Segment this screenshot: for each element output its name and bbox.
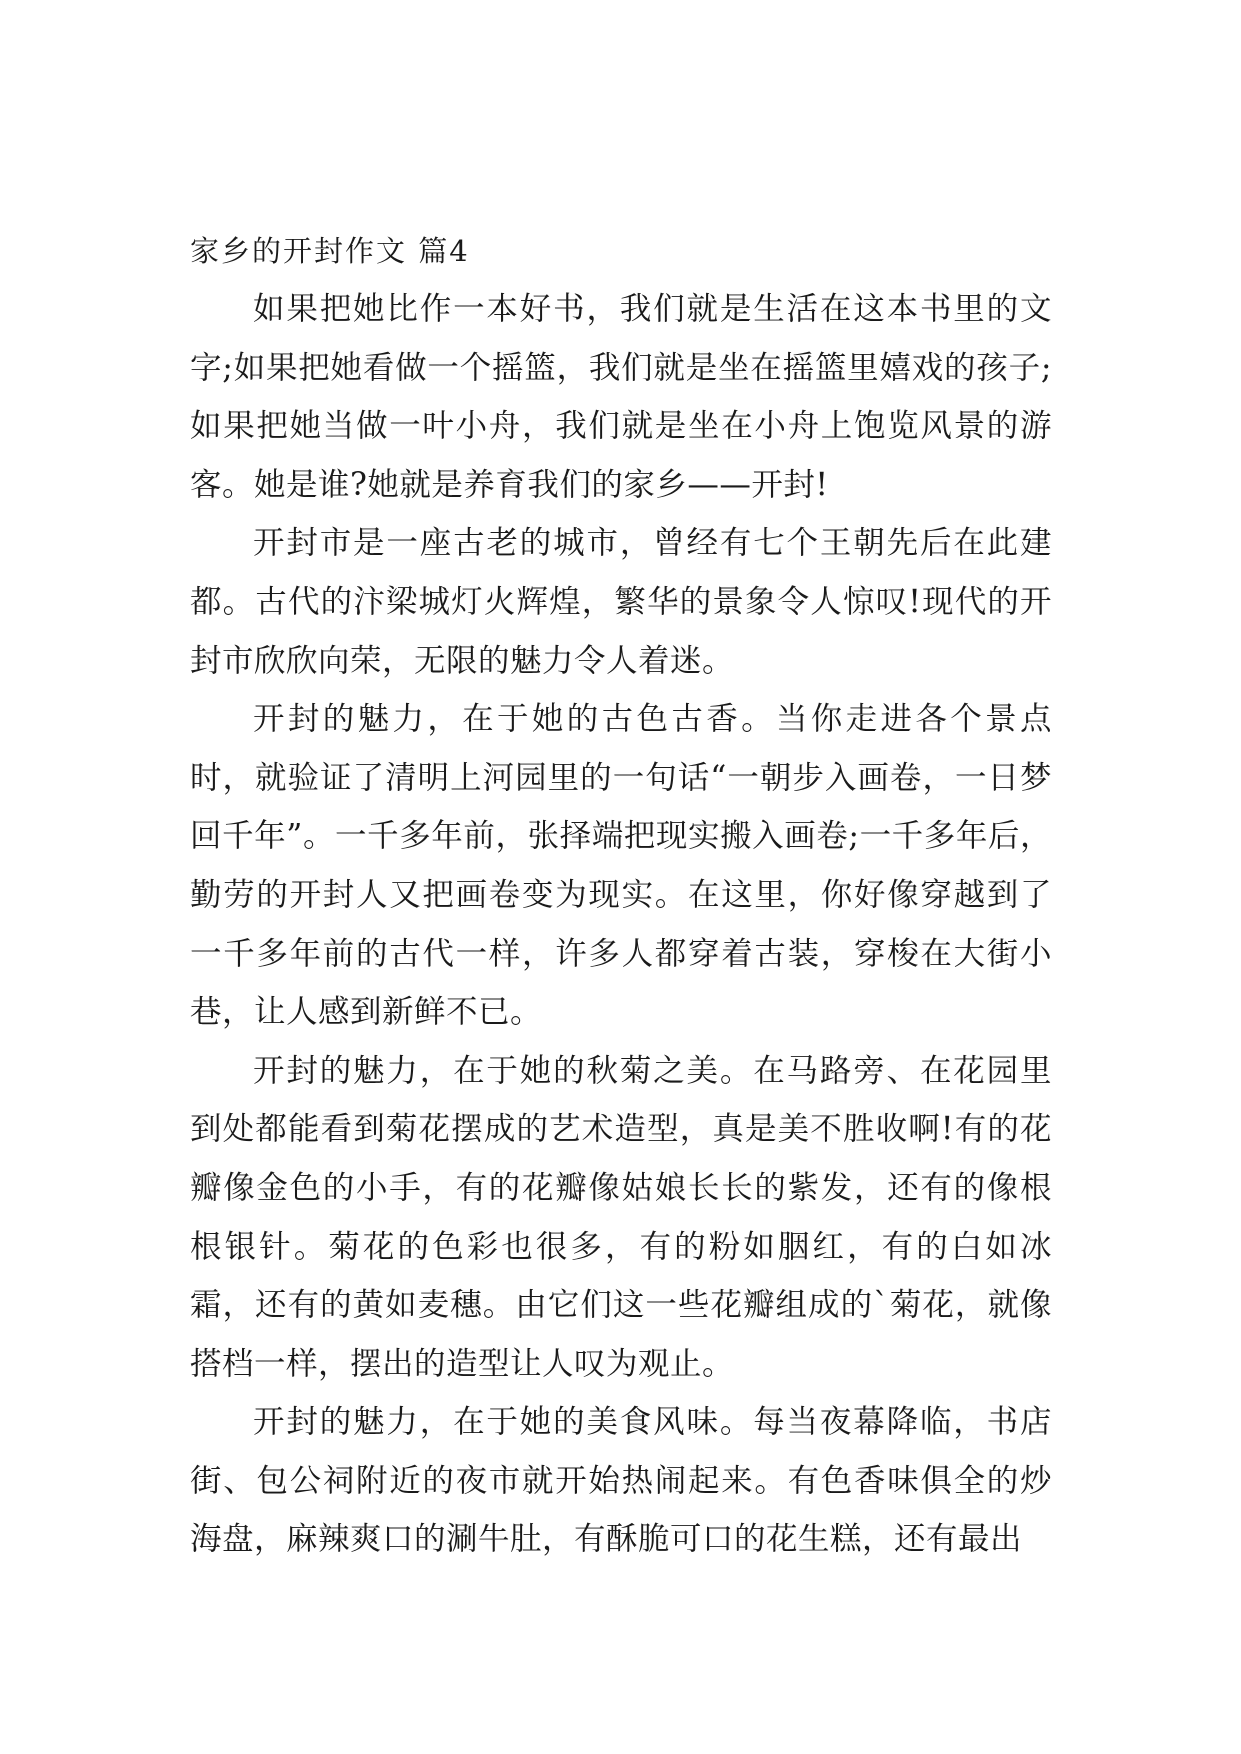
paragraph-intro: 如果把她比作一本好书，我们就是生活在这本书里的文字;如果把她看做一个摇篮，我们就是坐在摇篮里嬉戏的孩子;如果把她当做一叶小舟，我们就是坐在小舟上饱览风景的游客。她是谁?她就是养育我们的家乡——开封! [190,291,1052,503]
paragraph-chrysanthemum: 开封的魅力，在于她的秋菊之美。在马路旁、在花园里到处都能看到菊花摆成的艺术造型，真是美不胜收啊!有的花瓣像金色的小手，有的花瓣像姑娘长长的紫发，还有的像根根银针。菊花的色彩也很多，有的粉如胭红，有的白如冰霜，还有的黄如麦穗。由它们这一些花瓣组成的`菊花，就像搭档一样，摆出的造型让人叹为观止。 [190,1052,1052,1382]
paragraph-city-history: 开封市是一座古老的城市，曾经有七个王朝先后在此建都。古代的汴梁城灯火辉煌，繁华的景象令人惊叹!现代的开封市欣欣向荣，无限的魅力令人着迷。 [190,525,1052,679]
paragraph-ancient-charm: 开封的魅力，在于她的古色古香。当你走进各个景点时，就验证了清明上河园里的一句话“一朝步入画卷，一日梦回千年”。一千多年前，张择端把现实搬入画卷;一千多年后，勤劳的开封人又把画卷变为现实。在这里，你好像穿越到了一千多年前的古代一样，许多人都穿着古装，穿梭在大街小巷，让人感到新鲜不已。 [190,701,1052,1031]
paragraph-food: 开封的魅力，在于她的美食风味。每当夜幕降临，书店街、包公祠附近的夜市就开始热闹起来。有色香味俱全的炒海盘，麻辣爽口的涮牛肚，有酥脆可口的花生糕，还有最出 [190,1404,1052,1558]
document-title: 家乡的开封作文 篇4 [190,234,470,268]
document-body [190,222,1052,1569]
